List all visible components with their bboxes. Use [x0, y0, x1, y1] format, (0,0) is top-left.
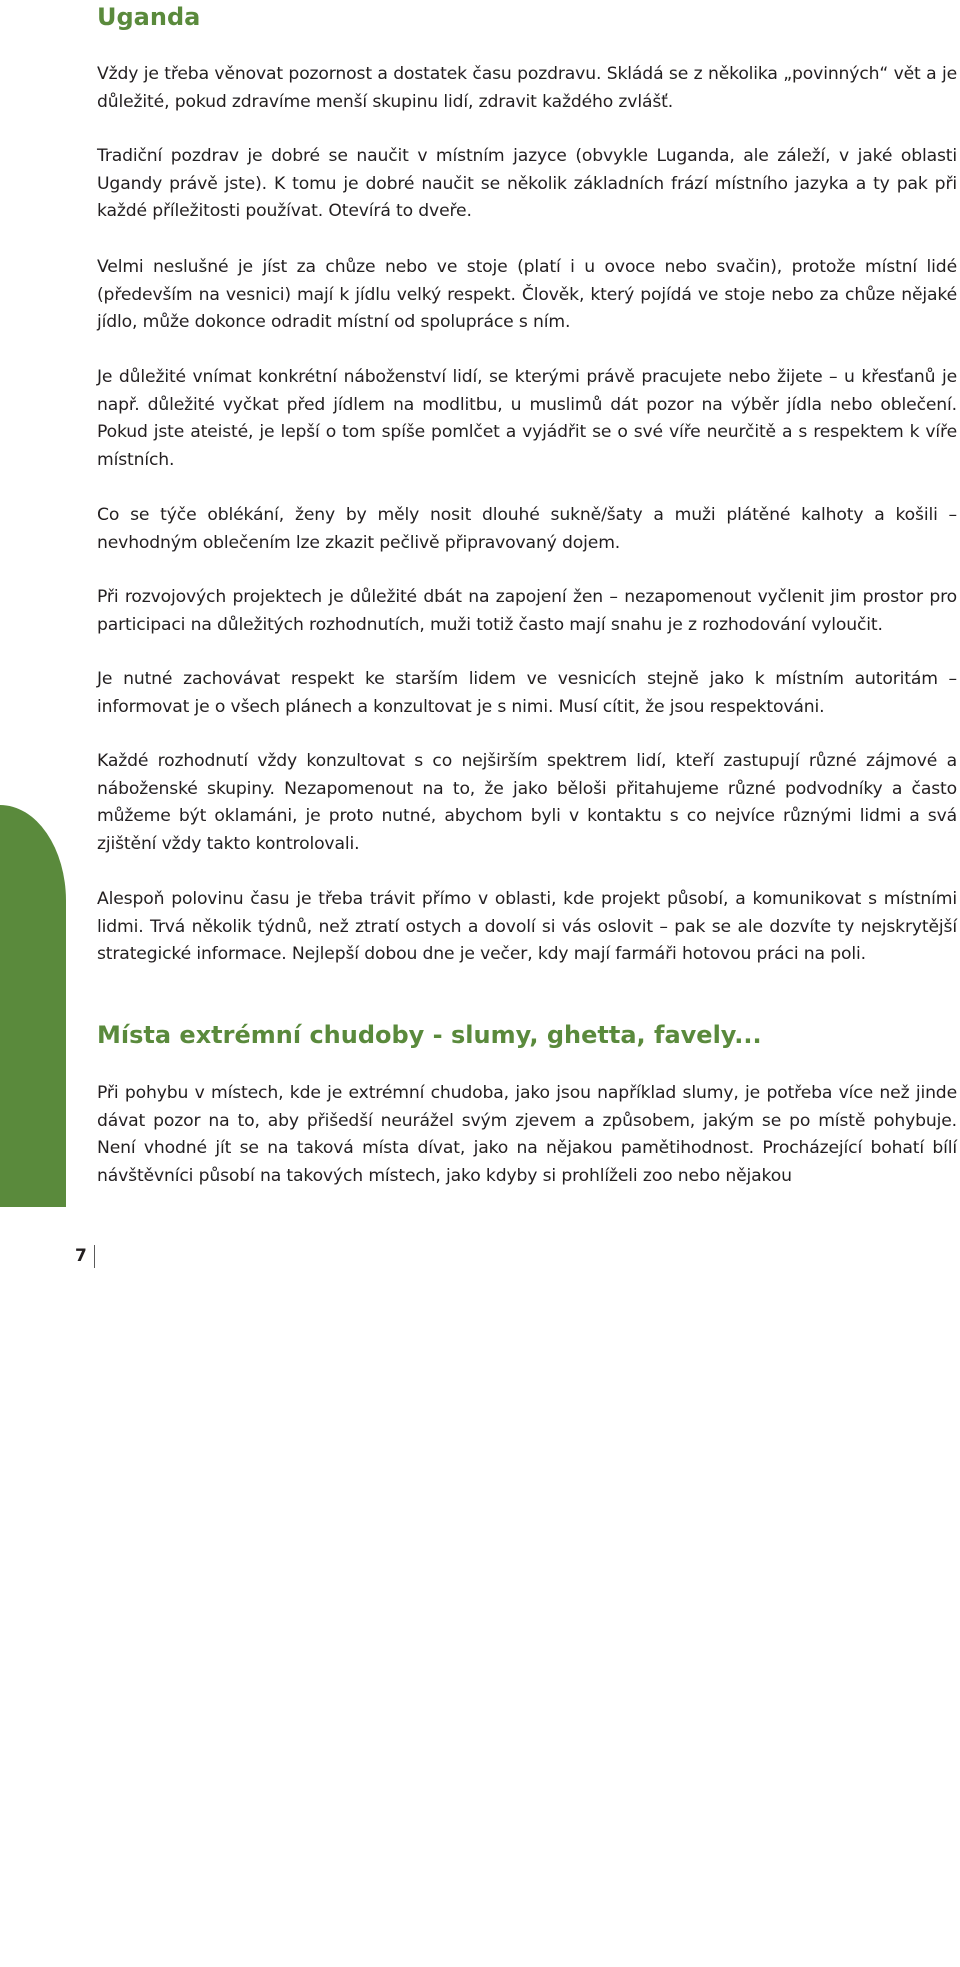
sidebar-label: předcházet nedorozumění v komunikaci: [24, 1683, 40, 1967]
subsection-heading: Místa extrémní chudoby - slumy, ghetta, favely...: [97, 1021, 762, 1049]
paragraph-clothing: Co se týče oblékání, ženy by měly nosit dlouhé sukně/šaty a muži plátěné kalhoty a košili – nevhodným oblečením lze zkazit pečlivě připravovaný dojem.: [97, 505, 957, 553]
paragraph-elders: Je nutné zachovávat respekt ke starším lidem ve vesnicích stejně jako k místním autoritám – informovat je o všech plánech a konzultovat je s nimi. Musí cítit, že jsou respektováni.: [97, 669, 957, 717]
paragraph-language: Tradiční pozdrav je dobré se naučit v místním jazyce (obvykle Luganda, ale záleží, v jaké oblasti Ugandy právě jste). K tomu je dobré naučit se několik základních frází místního jazyka a ty pak při každé příležitosti používat. Otevírá to dveře.: [97, 146, 957, 221]
paragraph-greeting: Vždy je třeba věnovat pozornost a dostatek času pozdravu. Skládá se z několika „povinných“ vět a je důležité, pokud zdravíme menší skupinu lidí, zdravit každého zvlášť.: [97, 64, 957, 112]
paragraph-religion: Je důležité vnímat konkrétní náboženství lidí, se kterými právě pracujete nebo žijete – u křesťanů je např. důležité vyčkat před jídlem na modlitbu, u muslimů dát pozor na výběr jídla nebo oblečení. Pokud jste ateisté, je lepší o tom spíše pomlčet a vyjádřit se o své víře neurčitě a s respektem k víře místních.: [97, 367, 957, 470]
page-number: 7: [75, 1246, 87, 1266]
paragraph-time: Alespoň polovinu času je třeba trávit přímo v oblasti, kde projekt působí, a komunikovat s místními lidmi. Trvá několik týdnů, než ztratí ostych a dovolí si vás oslovit – pak se ale dozvíte ty nejskrytější strategické informace. Nejlepší dobou dne je večer, kdy mají farmáři hotovou práci na poli.: [97, 889, 957, 964]
page-number-divider: [94, 1245, 95, 1268]
paragraph-women: Při rozvojových projektech je důležité dbát na zapojení žen – nezapomenout vyčlenit jim prostor pro participaci na důležitých rozhodnutích, muži totiž často mají snahu je z rozhodování vyloučit.: [97, 587, 957, 635]
paragraph-slums: Při pohybu v místech, kde je extrémní chudoba, jako jsou například slumy, je potřeba více než jinde dávat pozor na to, aby přišedší neurážel svým zjevem a způsobem, jakým se po místě pohybuje. Není vhodné jít se na taková místa dívat, jako na nějakou pamětihodnost. Procházející bohatí bílí návštěvníci působí na takových místech, jako kdyby si prohlíželi zoo nebo nějakou: [97, 1083, 957, 1186]
paragraph-decisions: Každé rozhodnutí vždy konzultovat s co nejširším spektrem lidí, kteří zastupují různé zájmové a náboženské skupiny. Nezapomenout na to, že jako běloši přitahujeme různé podvodníky a často můžeme být oklamáni, je proto nutné, abychom byli v kontaktu s co nejvíce různými lidmi a svá zjištění vždy takto kontrolovali.: [97, 751, 957, 854]
section-heading: Uganda: [97, 3, 201, 31]
sidebar-tab: [0, 805, 66, 1967]
paragraph-eating: Velmi neslušné je jíst za chůze nebo ve stoje (platí i u ovoce nebo svačin), protože místní lidé (především na vesnici) mají k jídlu velký respekt. Člověk, který pojídá ve stoje nebo za chůze nějaké jídlo, může dokonce odradit místní od spolupráce s ním.: [97, 257, 957, 332]
